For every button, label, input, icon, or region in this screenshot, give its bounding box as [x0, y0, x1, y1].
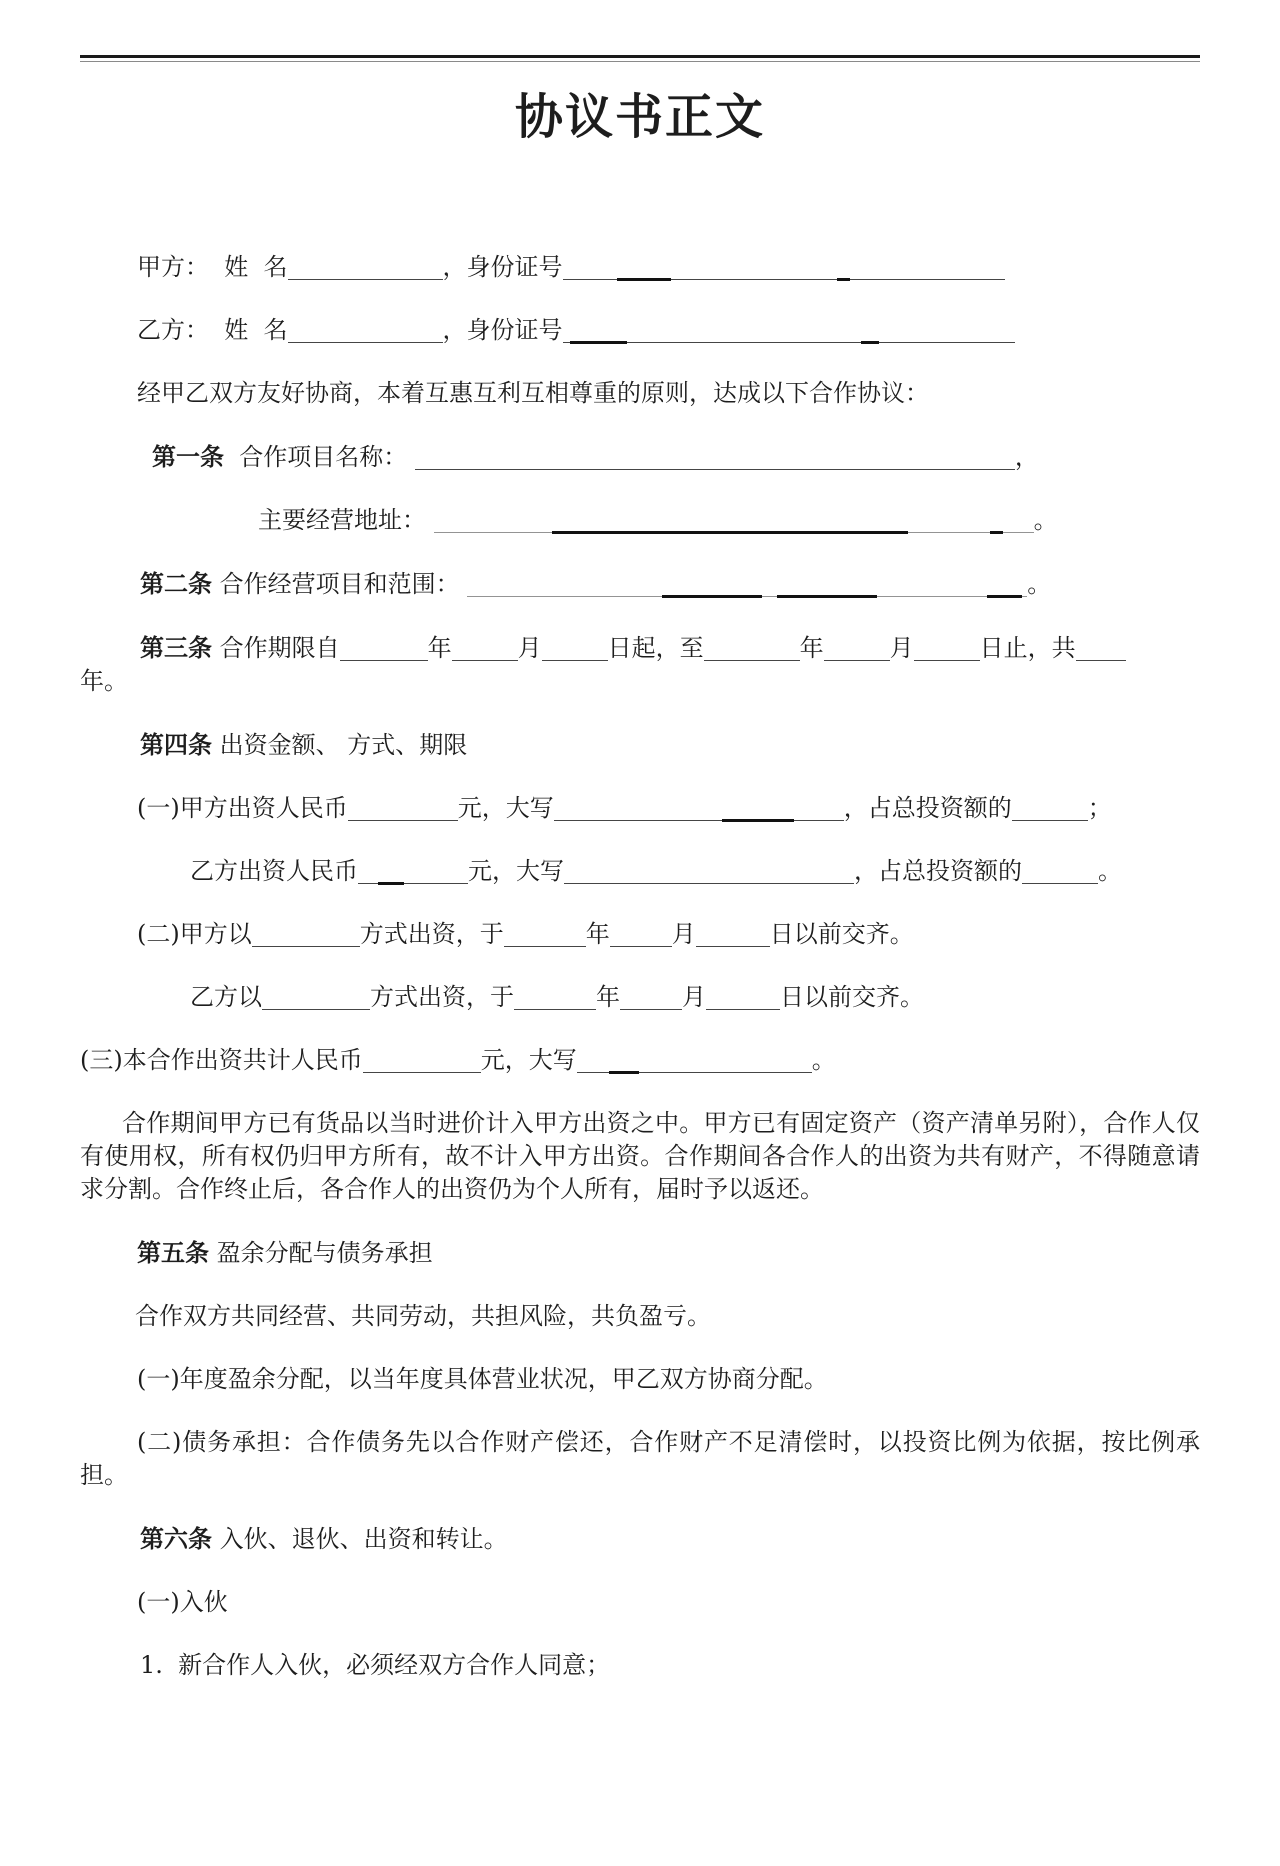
- text-segment: 乙方： 姓 名: [137, 316, 288, 344]
- line-article-3: [80, 631, 1200, 665]
- text-segment: 合作期限自: [212, 634, 340, 662]
- ink-mark: [987, 595, 1022, 598]
- blank-underline: [514, 983, 596, 1010]
- ink-mark: [552, 531, 908, 534]
- text-segment: 出资金额、 方式、期限: [212, 731, 468, 759]
- ink-mark: [617, 278, 671, 281]
- blank-underline: [706, 983, 780, 1010]
- blank-underline: [467, 570, 1027, 597]
- blank-underline: [563, 253, 1005, 280]
- article-number: 第六条: [140, 1524, 212, 1553]
- line-article-1: [80, 440, 1200, 474]
- text-segment: ，: [1014, 443, 1039, 471]
- line-item-5-1: [80, 1363, 1200, 1396]
- document-sheet: [0, 55, 1280, 1866]
- blank-underline: [563, 316, 1015, 343]
- line-item-4-2-a: [80, 918, 1200, 951]
- article-number: 第三条: [140, 633, 212, 662]
- ink-mark: [570, 341, 627, 344]
- text-segment: 。: [1098, 857, 1122, 885]
- text-segment: ，身份证号: [442, 253, 563, 281]
- text-segment: 年。: [80, 667, 128, 695]
- blank-underline: [610, 920, 672, 947]
- document-title: 协议书正文: [514, 89, 765, 145]
- text-segment: 月: [889, 634, 914, 662]
- text-segment: 日起，至: [607, 634, 704, 662]
- line-article-2: [80, 567, 1200, 601]
- text-segment: (三)本合作出资共计人民币: [80, 1046, 363, 1074]
- blank-underline: [288, 316, 443, 343]
- text-segment: 元，大写: [457, 794, 554, 822]
- article-number: 第五条: [137, 1238, 209, 1267]
- text-segment: ；: [1087, 794, 1112, 822]
- line-para-5-intro: [80, 1300, 1200, 1333]
- blank-underline: [452, 634, 518, 661]
- line-party-a: [80, 251, 1200, 284]
- text-segment: 1. 新合作人入伙，必须经双方合作人同意；: [140, 1651, 611, 1679]
- line-item-4-1-a: [80, 792, 1200, 825]
- text-segment: (二)甲方以: [137, 920, 252, 948]
- text-segment: 甲方： 姓 名: [137, 253, 288, 281]
- document-body: [80, 251, 1200, 1682]
- text-segment: 月: [671, 920, 696, 948]
- ink-mark: [990, 531, 1003, 534]
- text-segment: 乙方出资人民币: [190, 857, 358, 885]
- blank-underline: [696, 920, 770, 947]
- blank-underline: [1022, 857, 1098, 884]
- text-segment: 元，大写: [468, 857, 564, 885]
- blank-underline: [577, 1046, 812, 1073]
- text-segment: 合作双方共同经营、共同劳动，共担风险，共负盈亏。: [135, 1302, 711, 1330]
- text-segment: ，占总投资额的: [854, 857, 1022, 885]
- blank-underline: [415, 443, 1015, 470]
- text-segment: 。: [811, 1046, 836, 1074]
- page: [0, 55, 1280, 1866]
- blank-underline: [704, 634, 800, 661]
- line-article-4: [80, 728, 1200, 762]
- text-segment: 年: [585, 920, 610, 948]
- article-number: 第二条: [140, 569, 212, 598]
- text-segment: 年: [427, 634, 452, 662]
- line-item-6-1: [80, 1586, 1200, 1619]
- line-item-4-2-b: [80, 981, 1200, 1014]
- text-segment: 。: [1033, 506, 1058, 534]
- text-segment: 年: [799, 634, 824, 662]
- text-segment: 月: [682, 983, 706, 1011]
- text-segment: 入伙、退伙、出资和转让。: [212, 1525, 508, 1553]
- blank-underline: [554, 794, 844, 821]
- blank-underline: [542, 634, 608, 661]
- blank-underline: [1076, 634, 1126, 661]
- header-rule: [80, 55, 1200, 62]
- text-segment: 日止，共: [979, 634, 1076, 662]
- ink-mark: [722, 819, 794, 822]
- blank-underline: [620, 983, 682, 1010]
- ink-mark: [378, 882, 404, 885]
- text-segment: (一)入伙: [137, 1588, 228, 1616]
- text-segment: 合作项目名称：: [224, 443, 415, 471]
- text-segment: ，占总投资额的: [843, 794, 1012, 822]
- line-article-5: [80, 1236, 1200, 1270]
- blank-underline: [348, 794, 458, 821]
- blank-underline: [262, 983, 370, 1010]
- text-segment: 月: [517, 634, 542, 662]
- blank-underline: [1012, 794, 1088, 821]
- text-segment: 主要经营地址：: [258, 506, 434, 534]
- text-segment: 合作期间甲方已有货品以当时进价计入甲方出资之中。甲方已有固定资产（资产清单另附），合作人仅有使用权，所有权仍归甲方所有，故不计入甲方出资。合作期间各合作人的出资为共有财产，不得随意请求分割。合作终止后，各合作人的出资仍为个人所有，届时予以返还。: [80, 1109, 1200, 1203]
- line-item-4-1-b: [80, 855, 1200, 888]
- line-article-3-wrap: [80, 665, 1200, 698]
- blank-underline: [914, 634, 980, 661]
- blank-underline: [288, 253, 443, 280]
- line-item-6-1-1: [80, 1649, 1200, 1682]
- text-segment: 。: [1027, 570, 1052, 598]
- text-segment: (二)债务承担：合作债务先以合作财产偿还，合作财产不足清偿时，以投资比例为依据，按比例承担。: [80, 1428, 1200, 1489]
- line-article-6: [80, 1522, 1200, 1556]
- blank-underline: [564, 857, 854, 884]
- text-segment: 盈余分配与债务承担: [209, 1239, 433, 1267]
- text-segment: (一)甲方出资人民币: [137, 794, 348, 822]
- text-segment: 乙方以: [190, 983, 262, 1011]
- text-segment: 经甲乙双方友好协商，本着互惠互利互相尊重的原则，达成以下合作协议：: [137, 379, 929, 407]
- text-segment: 方式出资，于: [370, 983, 514, 1011]
- blank-underline: [824, 634, 890, 661]
- line-item-5-2: [80, 1426, 1200, 1492]
- line-para-existing-goods: [80, 1107, 1200, 1206]
- ink-mark: [861, 341, 879, 344]
- line-item-4-3: [80, 1044, 1200, 1077]
- blank-underline: [504, 920, 586, 947]
- text-segment: (一)年度盈余分配，以当年度具体营业状况，甲乙双方协商分配。: [137, 1365, 828, 1393]
- blank-underline: [363, 1046, 481, 1073]
- text-segment: 日以前交齐。: [769, 920, 914, 948]
- text-segment: 合作经营项目和范围：: [212, 570, 468, 598]
- blank-underline: [434, 506, 1034, 533]
- text-segment: 日以前交齐。: [780, 983, 924, 1011]
- text-segment: 方式出资，于: [359, 920, 504, 948]
- text-segment: 元，大写: [480, 1046, 577, 1074]
- ink-mark: [662, 595, 762, 598]
- line-preamble: [80, 377, 1200, 410]
- blank-underline: [340, 634, 428, 661]
- line-party-b: [80, 314, 1200, 347]
- article-number: 第四条: [140, 730, 212, 759]
- article-number: 第一条: [152, 442, 224, 471]
- blank-underline: [358, 857, 468, 884]
- line-article-1-address: [80, 504, 1200, 537]
- text-segment: 年: [596, 983, 620, 1011]
- ink-mark: [837, 278, 850, 281]
- blank-underline: [252, 920, 360, 947]
- ink-mark: [777, 595, 877, 598]
- text-segment: ，身份证号: [442, 316, 563, 344]
- ink-mark: [609, 1071, 639, 1074]
